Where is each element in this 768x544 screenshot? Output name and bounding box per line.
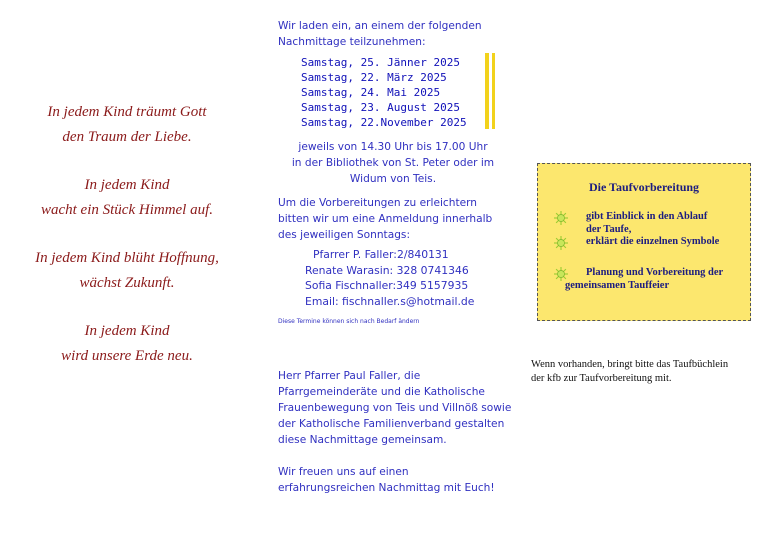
contact-warasin: Renate Warasin: 328 0741346 [305, 263, 469, 277]
registration-text [278, 195, 510, 243]
poem-line: In jedem Kind blüht Hoffnung, [35, 250, 219, 266]
poem-line: wacht ein Stück Himmel auf. [40, 202, 214, 218]
date-item: Samstag, 22.November 2025 [301, 116, 467, 129]
time-line: jeweils von 14.30 Uhr bis 17.00 Uhr [298, 141, 488, 153]
poem-line: wird unsere Erde neu. [61, 348, 193, 364]
organizers-line: Frauenbewegung von Teis und Villnöß sowie [278, 402, 512, 414]
box-item [554, 236, 719, 249]
poem-line: In jedem Kind [84, 323, 170, 339]
box-item [554, 211, 707, 236]
registration-line: Um die Vorbereitungen zu erleichtern [278, 197, 477, 209]
box-item-text: erklärt die einzelnen Symbole [586, 236, 720, 247]
invitation-line: Wir laden ein, an einem der folgenden [278, 20, 482, 32]
poem [22, 100, 232, 369]
baptism-prep-box [537, 163, 751, 321]
registration-line: des jeweiligen Sonntags: [278, 229, 411, 241]
baptism-booklet-tip [531, 358, 768, 385]
poem-line: wächst Zukunft. [79, 275, 175, 291]
poem-line: den Traum der Liebe. [62, 129, 192, 145]
contact-email[interactable]: Email: fischnaller.s@hotmail.de [305, 294, 475, 308]
box-item-text: der Taufe, [586, 223, 632, 235]
organizers-line: Herr Pfarrer Paul Faller, die [278, 370, 421, 382]
date-item: Samstag, 22. März 2025 [301, 71, 447, 84]
contact-pfarrer: Pfarrer P. Faller:2/840131 [313, 248, 449, 261]
poem-line: In jedem Kind träumt Gott [47, 104, 207, 120]
invitation-text [278, 18, 508, 50]
time-line: Widum von Teis. [349, 173, 437, 185]
schedule-note: Diese Termine können sich nach Bedarf ändern [278, 318, 420, 325]
date-item: Samstag, 24. Mai 2025 [301, 86, 441, 99]
date-list [301, 55, 467, 130]
contact-fischnaller: Sofia Fischnaller:349 5157935 [305, 279, 469, 292]
sun-icon [554, 236, 568, 250]
tip-line: Wenn vorhanden, bringt bitte das Taufbüchlein [531, 359, 729, 370]
time-line: in der Bibliothek von St. Peter oder im [291, 157, 495, 169]
sun-icon [554, 211, 568, 225]
organizers-line: der Katholische Familienverband gestalten [278, 418, 505, 430]
time-location [278, 139, 508, 187]
organizers-line: diese Nachmittage gemeinsam. [278, 434, 447, 446]
box-item [554, 267, 723, 292]
invitation-line: Nachmittage teilzunehmen: [278, 36, 426, 48]
closing-line: Wir freuen uns auf einen [278, 466, 409, 478]
organizers-line: Pfarrgemeinderäte und die Katholische [278, 386, 485, 398]
organizers-text [278, 368, 518, 496]
accent-bar [485, 53, 489, 129]
tip-line: der kfb zur Taufvorbereitung mit. [531, 372, 672, 384]
poem-line: In jedem Kind [84, 177, 170, 193]
box-title: Die Taufvorbereitung [588, 180, 700, 194]
contact-list [305, 247, 474, 309]
sun-icon [554, 267, 568, 281]
closing-line: erfahrungsreichen Nachmittag mit Euch! [278, 482, 495, 494]
date-item: Samstag, 23. August 2025 [301, 101, 460, 114]
registration-line: bitten wir um eine Anmeldung innerhalb [278, 213, 493, 225]
box-item-text: Planung und Vorbereitung der [586, 267, 724, 278]
date-item: Samstag, 25. Jänner 2025 [301, 56, 460, 69]
accent-bar [492, 53, 495, 129]
box-item-text: gemeinsamen Tauffeier [565, 279, 670, 291]
box-item-text: gibt Einblick in den Ablauf [586, 211, 708, 222]
